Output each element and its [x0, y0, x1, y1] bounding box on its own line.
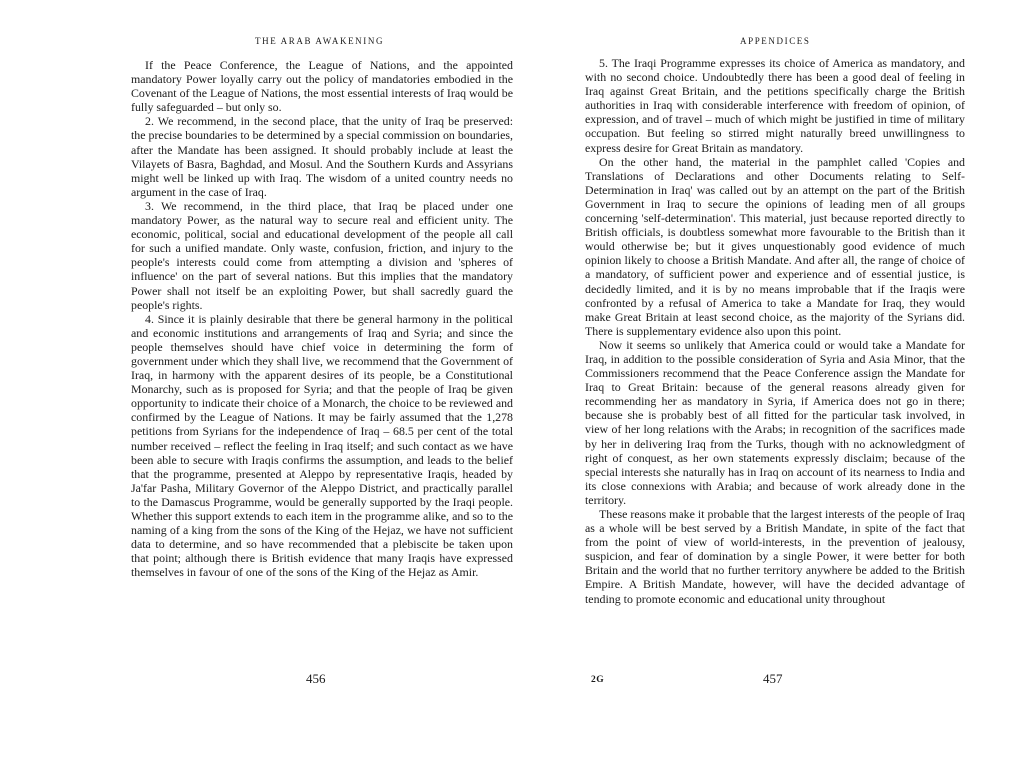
running-head-left: THE ARAB AWAKENING: [255, 36, 385, 46]
right-paragraph-2: On the other hand, the material in the pamphlet called 'Copies and Translations of Declarations and other Documents relating to Self-Determination in Iraq' was called out by an attempt on the part of the British Government in Iraq to secure the opinions of leading men of all groups concerning 'self-determination'. This material, just because reported directly to British officials, is doubtless somewhat more favourable to the British than it would otherwise be; but it gives unquestionably good evidence of much opinion likely to choose a British Mandate. And after all, the range of choice of a mandatory, of sufficient power and experience and of essential justice, is decidedly limited, and it is by no means improbable that if the Iraqis were confronted by a refusal of America to take a Mandate for Iraq, they would make Great Britain at least second choice, as the majority of the Syrians did. There is supplementary evidence also upon this point.: [585, 154, 965, 338]
left-paragraph-2: 2. We recommend, in the second place, that the unity of Iraq be preserved: the precise boundaries to be determined by a special commission on boundaries, after the Mandate has been assigned. It should probably include at least the Vilayets of Basra, Baghdad, and Mosul. And the Southern Kurds and Assyrians might well be linked up with Iraq. The wisdom of a united country needs no argument in the case of Iraq.: [131, 114, 513, 199]
right-paragraph-4: These reasons make it probable that the largest interests of the people of Iraq as a whole will be best served by a British Mandate, in spite of the fact that from the point of view of world-interests, in the prevention of jealousy, suspicion, and fear of domination by a single Power, it were better for both Britain and the world that no further territory anywhere be added to the British Empire. A British Mandate, however, will have the decided advantage of tending to promote economic and educational unity throughout: [585, 507, 965, 606]
signature-mark: 2G: [591, 675, 605, 685]
left-paragraph-3: 3. We recommend, in the third place, that Iraq be placed under one mandatory Power, as the natural way to secure real and efficient unity. The economic, political, social and educational development of the people all call for such a unified mandate. Only waste, confusion, friction, and injury to the people's interests could come from attempting a division and 'spheres of influence' on the part of several nations. But this implies that the mandatory Power shall not itself be an exploiting Power, but shall sacredly guard the people's rights.: [131, 198, 513, 312]
right-paragraph-3: Now it seems so unlikely that America could or would take a Mandate for Iraq, in addition to the possible consideration of Syria and Asia Minor, that the Commissioners recommend that the Peace Conference assign the Mandate for Iraq to Great Britain: because of the general reasons already given for recommending her as mandatory in Syria, if America does not go in there; because she is probably best of all fitted for the particular task involved, in view of her long relations with the Arabs; in recognition of the sacrifices made by her in delivering Iraq from the Turks, though with no acknowledgment of right of conquest, as her own statements expressly disclaim; because of the special interests she naturally has in Iraq on account of its nearness to India and its close connexions with Arabia; and because of work already done in the territory.: [585, 337, 965, 507]
right-paragraph-1: 5. The Iraqi Programme expresses its choice of America as mandatory, and with no second choice. Undoubtedly there has been a good deal of feeling in Iraq against Great Britain, and the petitions specifically charge the British authorities in Iraq with considerable interference with freedom of opinion, of expression, and of travel – much of which might be justified in time of military occupation. But feeling so stirred might naturally breed unwillingness to express desire for Great Britain as mandatory.: [585, 56, 965, 155]
left-page-body: [131, 58, 513, 579]
page-number-left: 456: [306, 671, 326, 686]
left-paragraph-1: If the Peace Conference, the League of Nations, and the appointed mandatory Power loyally carry out the policy of mandatories embodied in the Covenant of the League of Nations, the most essential interests of Iraq would be fully safeguarded – but only so.: [131, 58, 513, 115]
right-page-body: [585, 56, 965, 606]
running-head-right: APPENDICES: [740, 36, 811, 46]
page-number-right: 457: [763, 671, 783, 686]
left-paragraph-4: 4. Since it is plainly desirable that there be general harmony in the political and economic institutions and arrangements of Iraq and Syria; and since the people themselves should have chief voice in determining the form of government under which they shall live, we recommend that the Government of Iraq, in harmony with the apparent desires of its people, be a Constitutional Monarchy, such as is proposed for Syria; and that the people of Iraq be given opportunity to indicate their choice of a Monarch, the choice to be reviewed and confirmed by the League of Nations. It may be fairly assumed that the 1,278 petitions from Syrians for the independence of Iraq – 68.5 per cent of the total number received – reflect the feeling in Iraq itself; and such contact as we have been able to secure with Iraqis confirms the assumption, and leads to the belief that the programme, presented at Aleppo by representative Iraqis, headed by Ja'far Pasha, Military Governor of the Aleppo District, and practically parallel to the Damascus Programme, would be generally supported by the Iraqi people. Whether this support extends to each item in the programme alike, and so to the naming of a king from the sons of the King of the Hejaz, we have not sufficient data to determine, and so have recommended that a plebiscite be taken upon that point; although there is British evidence that many Iraqis have expressed themselves in favour of one of the sons of the King of the Hejaz as Amir.: [131, 311, 513, 580]
